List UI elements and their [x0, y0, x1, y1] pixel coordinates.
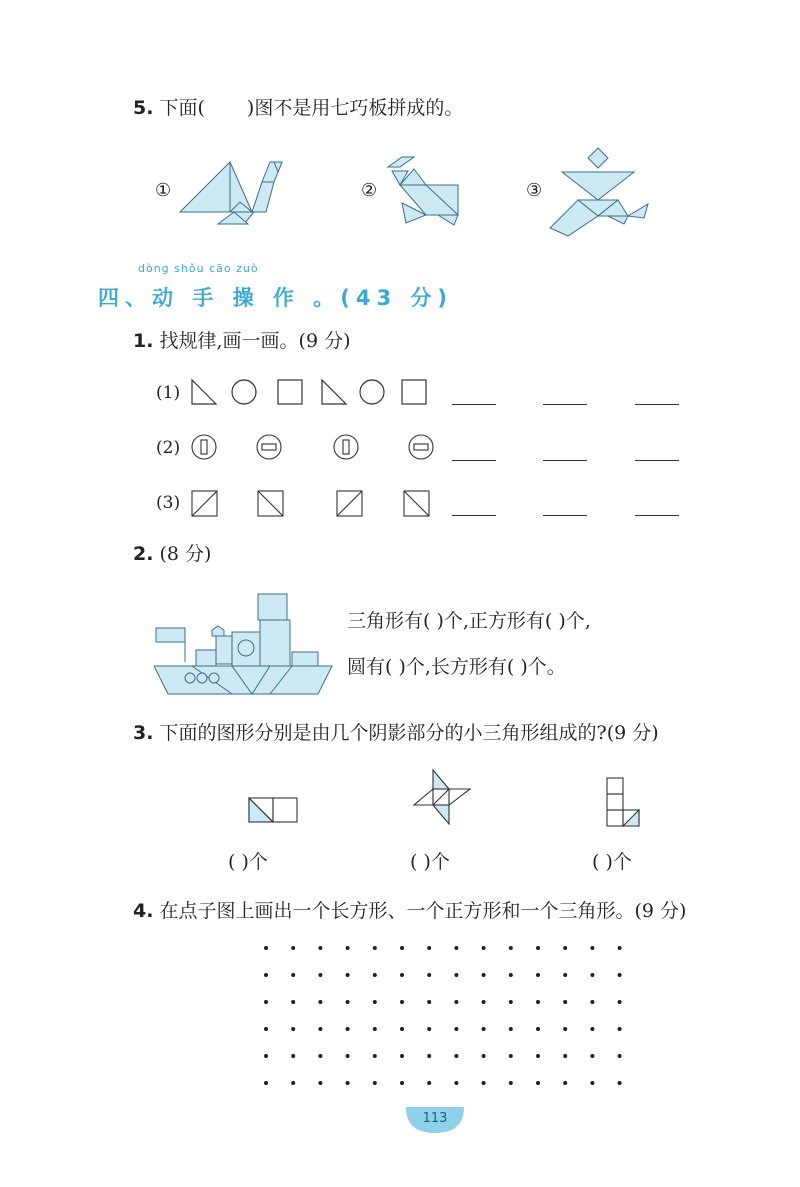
q1-row2-blank-1[interactable] [452, 460, 496, 461]
grid-dot [291, 1000, 295, 1004]
grid-dot [454, 1027, 458, 1031]
square-icon [402, 380, 426, 404]
grid-dot [509, 973, 513, 977]
right-triangle-icon [322, 380, 346, 404]
q1-row3-blank-2[interactable] [543, 515, 587, 516]
grid-dot [536, 1027, 540, 1031]
grid-dot [291, 1054, 295, 1058]
grid-dot [590, 1027, 594, 1031]
grid-dot [427, 1000, 431, 1004]
q2-answer-line-1: 三角形有( )个,正方形有( )个, [347, 610, 591, 632]
grid-dot [318, 1027, 322, 1031]
q2-text: (8 分) [159, 543, 212, 565]
grid-dot [400, 1000, 404, 1004]
grid-dot [590, 1000, 594, 1004]
grid-dot [482, 1054, 486, 1058]
q5-text-before: 下面( [159, 97, 205, 119]
q3-line [133, 721, 659, 745]
tangram-person-figure [548, 148, 653, 238]
grid-dot [454, 973, 458, 977]
grid-dot [264, 973, 268, 977]
right-triangle-icon [192, 380, 216, 404]
grid-dot [264, 1000, 268, 1004]
q3-number: 3. [133, 722, 154, 744]
grid-dot [291, 1081, 295, 1085]
grid-dot [618, 1081, 622, 1085]
grid-dot [291, 1027, 295, 1031]
grid-dot [536, 973, 540, 977]
q1-row3-blank-1[interactable] [452, 515, 496, 516]
grid-dot [454, 1000, 458, 1004]
grid-dot [590, 946, 594, 950]
grid-dot [400, 1054, 404, 1058]
circle-icon [360, 380, 384, 404]
tangram-animal-figure [384, 155, 464, 230]
grid-dot [454, 946, 458, 950]
grid-dot [373, 1027, 377, 1031]
grid-dot [590, 1054, 594, 1058]
q3-answer-2: ( )个 [410, 851, 450, 873]
grid-dot [346, 1054, 350, 1058]
q1-row1-blank-1[interactable] [452, 404, 496, 405]
q5-text-after: )图不是用七巧板拼成的。 [246, 97, 464, 119]
grid-dot [346, 1027, 350, 1031]
grid-dot [509, 1054, 513, 1058]
grid-dot [318, 1000, 322, 1004]
q4-number: 4. [133, 900, 154, 922]
grid-dot [563, 973, 567, 977]
grid-dot [618, 1000, 622, 1004]
q1-row-2-label: (2) [156, 438, 181, 458]
grid-dot [563, 946, 567, 950]
grid-dot [373, 973, 377, 977]
section4-pinyin: dòng shǒu cāo zuò [138, 262, 259, 275]
grid-dot [373, 1054, 377, 1058]
q3-text: 下面的图形分别是由几个阴影部分的小三角形组成的?(9 分) [159, 722, 659, 744]
q1-row1-blank-2[interactable] [543, 404, 587, 405]
grid-dot [618, 1054, 622, 1058]
q1-text: 找规律,画一画。(9 分) [159, 330, 351, 352]
tangram-bird-figure [178, 158, 288, 228]
grid-dot [373, 1081, 377, 1085]
q3-figure-2 [412, 768, 474, 830]
q3-figure-1 [248, 797, 300, 827]
grid-dot [427, 1054, 431, 1058]
square-icon [278, 380, 302, 404]
grid-dot [454, 1054, 458, 1058]
circle-icon [232, 380, 256, 404]
grid-dot [563, 1081, 567, 1085]
grid-dot [346, 1081, 350, 1085]
grid-dot [482, 973, 486, 977]
grid-dot [618, 946, 622, 950]
grid-dot [454, 1081, 458, 1085]
q1-row1-blank-3[interactable] [635, 404, 679, 405]
grid-dot [536, 1000, 540, 1004]
grid-dot [400, 973, 404, 977]
q1-row-3-label: (3) [156, 493, 181, 513]
grid-dot [400, 1027, 404, 1031]
q1-row2-blank-3[interactable] [635, 460, 679, 461]
grid-dot [291, 973, 295, 977]
grid-dot [618, 973, 622, 977]
grid-dot [264, 1027, 268, 1031]
grid-dot [373, 946, 377, 950]
grid-dot [509, 1000, 513, 1004]
grid-dot [563, 1054, 567, 1058]
q3-answer-1: ( )个 [228, 851, 268, 873]
grid-dot [536, 946, 540, 950]
q1-number: 1. [133, 330, 154, 352]
grid-dot [563, 1027, 567, 1031]
q5-option-1-label: ① [155, 180, 172, 201]
q1-line [133, 329, 351, 353]
q2-line [133, 542, 211, 566]
grid-dot [264, 1054, 268, 1058]
grid-dot [318, 973, 322, 977]
q2-answer-line-2: 圆有( )个,长方形有( )个。 [347, 656, 566, 678]
grid-dot [590, 1081, 594, 1085]
grid-dot [427, 946, 431, 950]
dot-grid[interactable] [258, 940, 638, 1090]
grid-dot [264, 946, 268, 950]
grid-dot [482, 946, 486, 950]
grid-dot [400, 1081, 404, 1085]
ship-figure [152, 590, 337, 700]
section4-title: 四、动 手 操 作 。(43 分) [98, 286, 453, 310]
page-number: 113 [422, 1111, 448, 1126]
q5-number: 5. [133, 97, 154, 119]
grid-dot [427, 1027, 431, 1031]
q1-row2-shapes [190, 434, 440, 464]
grid-dot [536, 1054, 540, 1058]
q4-text: 在点子图上画出一个长方形、一个正方形和一个三角形。(9 分) [159, 900, 687, 922]
grid-dot [400, 946, 404, 950]
grid-dot [318, 1081, 322, 1085]
q1-row3-shapes [190, 489, 440, 519]
grid-dot [427, 1081, 431, 1085]
q5-line [133, 96, 463, 120]
grid-dot [482, 1081, 486, 1085]
grid-dot [509, 946, 513, 950]
q1-row-1-label: (1) [156, 383, 181, 403]
q1-row2-blank-2[interactable] [543, 460, 587, 461]
grid-dot [346, 1000, 350, 1004]
grid-dot [618, 1027, 622, 1031]
grid-dot [482, 1027, 486, 1031]
grid-dot [590, 973, 594, 977]
grid-dot [318, 1054, 322, 1058]
q1-row3-blank-3[interactable] [635, 515, 679, 516]
grid-dot [373, 1000, 377, 1004]
grid-dot [346, 973, 350, 977]
grid-dot [291, 946, 295, 950]
grid-dot [509, 1027, 513, 1031]
grid-dot [427, 973, 431, 977]
grid-dot [509, 1081, 513, 1085]
q5-option-3-label: ③ [526, 180, 543, 201]
grid-dot [346, 946, 350, 950]
grid-dot [536, 1081, 540, 1085]
grid-dot [318, 946, 322, 950]
grid-dot [264, 1081, 268, 1085]
q3-answer-3: ( )个 [592, 851, 632, 873]
q2-number: 2. [133, 543, 154, 565]
q1-row1-shapes [190, 378, 440, 408]
grid-dot [563, 1000, 567, 1004]
q3-figure-3 [605, 776, 645, 828]
grid-dot [482, 1000, 486, 1004]
q5-option-2-label: ② [361, 180, 378, 201]
q4-line [133, 899, 686, 923]
page-number-badge [404, 1105, 466, 1135]
